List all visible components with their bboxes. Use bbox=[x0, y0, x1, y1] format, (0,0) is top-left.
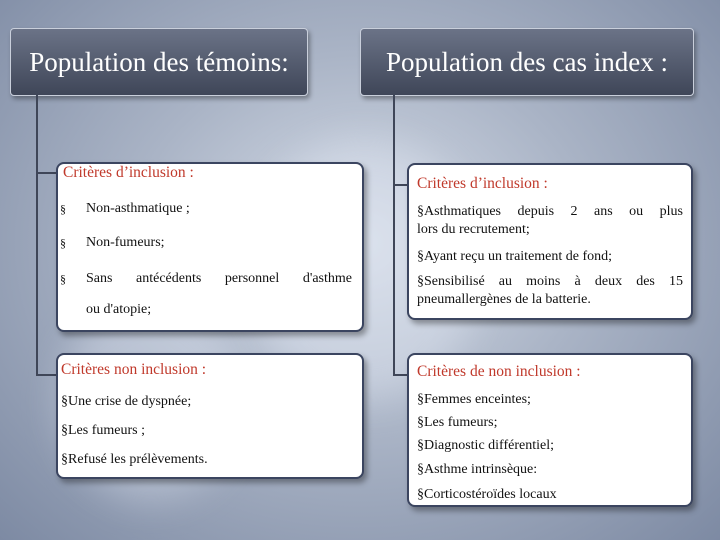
right-header-text: Population des cas index : bbox=[386, 46, 668, 77]
left-connector-branch bbox=[36, 172, 56, 174]
right-non-inclusion-item: §Les fumeurs; bbox=[417, 415, 498, 430]
right-non-inclusion-item: §Diagnostic différentiel; bbox=[417, 438, 554, 453]
left-connector-branch bbox=[36, 374, 56, 376]
right-inclusion-title: Critères d’inclusion : bbox=[417, 175, 548, 192]
left-non-inclusion-item: §Les fumeurs ; bbox=[61, 423, 145, 438]
right-non-inclusion-title: Critères de non inclusion : bbox=[417, 363, 581, 380]
left-inclusion-item: Sans antécédents personnel d'asthme bbox=[86, 271, 352, 286]
right-inclusion-item: §Ayant reçu un traitement de fond; bbox=[417, 249, 613, 264]
bullet-icon: § bbox=[60, 202, 66, 216]
left-inclusion-box bbox=[56, 162, 364, 332]
bullet-icon: § bbox=[60, 272, 66, 286]
right-header bbox=[360, 28, 694, 96]
left-non-inclusion-box bbox=[56, 353, 364, 479]
bullet-icon: § bbox=[60, 236, 66, 250]
right-non-inclusion-item: §Femmes enceintes; bbox=[417, 392, 531, 407]
left-non-inclusion-title: Critères non inclusion : bbox=[61, 361, 207, 378]
right-connector-vertical bbox=[393, 94, 395, 376]
right-connector-branch bbox=[393, 184, 407, 186]
right-inclusion-item: §Sensibilisé au moins à deux des 15 bbox=[417, 274, 683, 289]
left-inclusion-title: Critères d’inclusion : bbox=[63, 164, 194, 181]
left-inclusion-item: ou d'atopie; bbox=[86, 302, 152, 317]
right-inclusion-item: pneumallergènes de la batterie. bbox=[417, 292, 591, 307]
left-header bbox=[10, 28, 308, 96]
right-inclusion-item: lors du recrutement; bbox=[417, 222, 530, 237]
left-connector-vertical bbox=[36, 94, 38, 376]
left-non-inclusion-item: §Une crise de dyspnée; bbox=[61, 394, 192, 409]
left-inclusion-item: Non-asthmatique ; bbox=[86, 201, 190, 216]
right-non-inclusion-item: §Corticostéroïdes locaux bbox=[417, 487, 557, 502]
right-inclusion-box bbox=[407, 163, 693, 320]
right-inclusion-item: §Asthmatiques depuis 2 ans ou plus bbox=[417, 204, 683, 219]
left-non-inclusion-item: §Refusé les prélèvements. bbox=[61, 452, 208, 467]
right-non-inclusion-box bbox=[407, 353, 693, 507]
left-inclusion-item: Non-fumeurs; bbox=[86, 235, 165, 250]
right-non-inclusion-item: §Asthme intrinsèque: bbox=[417, 462, 538, 477]
right-connector-branch bbox=[393, 374, 407, 376]
left-header-text: Population des témoins: bbox=[29, 46, 289, 77]
